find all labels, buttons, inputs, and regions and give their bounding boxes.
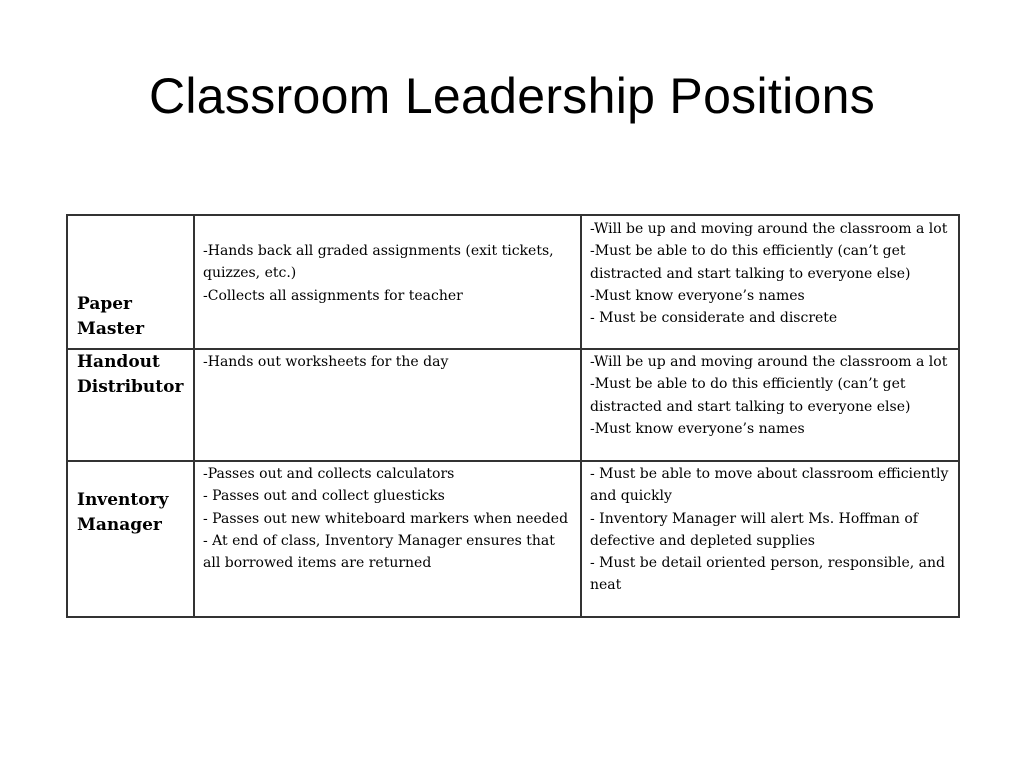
role-name-line: Paper [77, 294, 133, 314]
table-row [67, 215, 959, 349]
duty-line: - Passes out and collect gluesticks [203, 488, 445, 505]
requirement-line: -Must be able to do this efficiently (can’t get distracted and start talking to everyone else) [590, 376, 911, 415]
table-row [67, 461, 959, 617]
role-cell [67, 349, 194, 461]
role-name [68, 462, 193, 538]
requirement-line: - Must be considerate and discrete [590, 310, 838, 327]
slide-title: Classroom Leadership Positions [148, 68, 876, 124]
role-cell [67, 215, 194, 349]
duty-line: -Passes out and collects calculators [203, 466, 455, 482]
duty-line: -Collects all assignments for teacher [203, 287, 463, 304]
role-name-line: Inventory [77, 490, 169, 510]
role-name-line: Master [77, 319, 145, 339]
table-row [67, 349, 959, 461]
duty-line: - At end of class, Inventory Manager ensures that all borrowed items are returned [203, 532, 555, 572]
requirement-line: - Must be able to move about classroom efficiently and quickly [590, 466, 949, 505]
requirement-line: -Must be able to do this efficiently (can’t get distracted and start talking to everyone else) [590, 243, 911, 282]
role-name [68, 350, 193, 400]
role-name-line: Distributor [77, 377, 184, 397]
requirements-cell [581, 461, 959, 617]
role-name-line: Manager [77, 515, 162, 535]
requirements-cell [581, 349, 959, 461]
requirement-line: - Must be detail oriented person, responsible, and neat [590, 555, 945, 594]
duties-cell [194, 349, 581, 461]
role-cell [67, 461, 194, 617]
role-name [68, 216, 193, 342]
duty-line: -Hands out worksheets for the day [203, 354, 449, 370]
requirement-line: - Inventory Manager will alert Ms. Hoffman of defective and depleted supplies [590, 510, 918, 549]
requirements-cell [581, 215, 959, 349]
duties-cell [194, 461, 581, 617]
requirement-line: -Will be up and moving around the classroom a lot [590, 221, 948, 237]
requirement-line: -Must know everyone’s names [590, 420, 805, 437]
requirement-line: -Will be up and moving around the classroom a lot [590, 354, 948, 370]
roles-table [66, 214, 960, 618]
duty-line: -Hands back all graded assignments (exit tickets, quizzes, etc.) [203, 243, 554, 282]
requirement-line: -Must know everyone’s names [590, 287, 805, 304]
duties-cell [194, 215, 581, 349]
duty-line: - Passes out new whiteboard markers when needed [203, 510, 569, 527]
role-name-line: Handout [77, 352, 160, 372]
